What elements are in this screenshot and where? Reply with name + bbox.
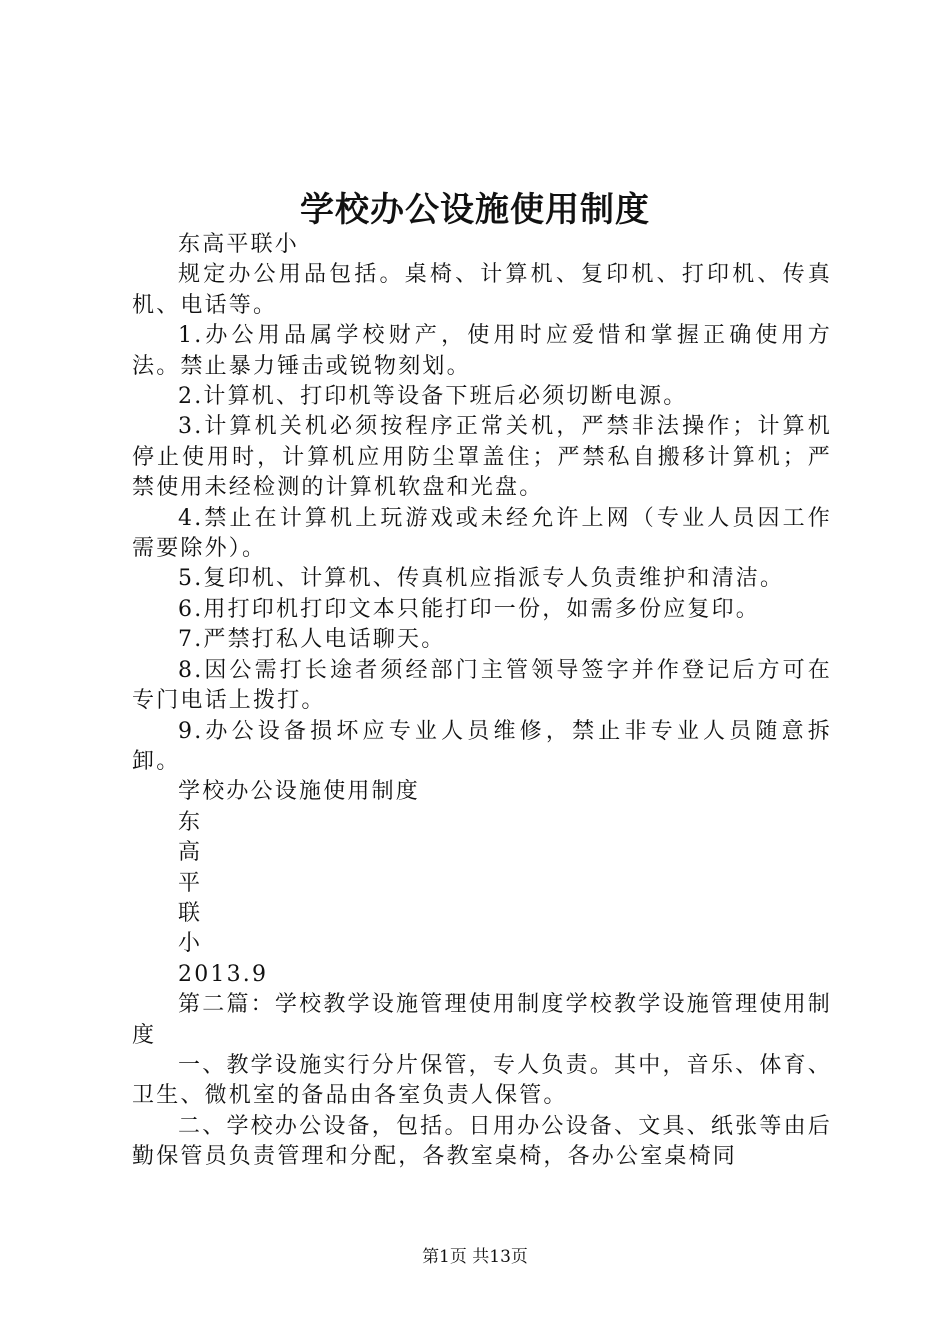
paragraph: 东 bbox=[178, 809, 203, 835]
paragraph: 学校办公设施使用制度 bbox=[178, 779, 421, 805]
paragraph: 9.办公设备损坏应专业人员维修，禁止非专业人员随意拆卸。 bbox=[132, 718, 832, 774]
paragraph: 规定办公用品包括。桌椅、计算机、复印机、打印机、传真机、电话等。 bbox=[132, 262, 832, 318]
paragraph: 平 bbox=[178, 870, 203, 896]
paragraph: 2013.9 bbox=[178, 961, 269, 987]
paragraph: 8.因公需打长途者须经部门主管领导签字并作登记后方可在专门电话上拨打。 bbox=[132, 657, 832, 714]
page-footer: 第1页 共13页 bbox=[422, 1247, 528, 1267]
document-title: 学校办公设施使用制度 bbox=[300, 190, 650, 230]
paragraph: 第二篇：学校教学设施管理使用制度学校教学设施管理使用制度 bbox=[132, 992, 832, 1048]
paragraph: 东高平联小 bbox=[178, 232, 300, 257]
paragraph: 二、学校办公设备，包括。日用办公设备、文具、纸张等由后勤保管员负责管理和分配，各教室桌椅，各办公室桌椅同 bbox=[132, 1113, 832, 1170]
paragraph: 6.用打印机打印文本只能打印一份，如需多份应复印。 bbox=[178, 596, 760, 622]
paragraph: 联 bbox=[178, 900, 203, 926]
paragraph: 5.复印机、计算机、传真机应指派专人负责维护和清洁。 bbox=[178, 566, 785, 592]
paragraph: 7.严禁打私人电话聊天。 bbox=[178, 627, 446, 653]
paragraph: 一、教学设施实行分片保管，专人负责。其中，音乐、体育、卫生、微机室的备品由各室负责人保管。 bbox=[132, 1052, 832, 1109]
paragraph: 4.禁止在计算机上玩游戏或未经允许上网（专业人员因工作需要除外）。 bbox=[132, 505, 832, 562]
paragraph: 3.计算机关机必须按程序正常关机，严禁非法操作；计算机停止使用时，计算机应用防尘罩盖住；严禁私自搬移计算机；严禁使用未经检测的计算机软盘和光盘。 bbox=[132, 414, 832, 501]
paragraph: 2.计算机、打印机等设备下班后必须切断电源。 bbox=[178, 384, 688, 410]
paragraph: 小 bbox=[178, 931, 203, 957]
paragraph: 1.办公用品属学校财产，使用时应爱惜和掌握正确使用方法。禁止暴力锤击或锐物刻划。 bbox=[132, 323, 832, 379]
paragraph: 高 bbox=[178, 840, 203, 866]
document-body bbox=[132, 230, 832, 1173]
